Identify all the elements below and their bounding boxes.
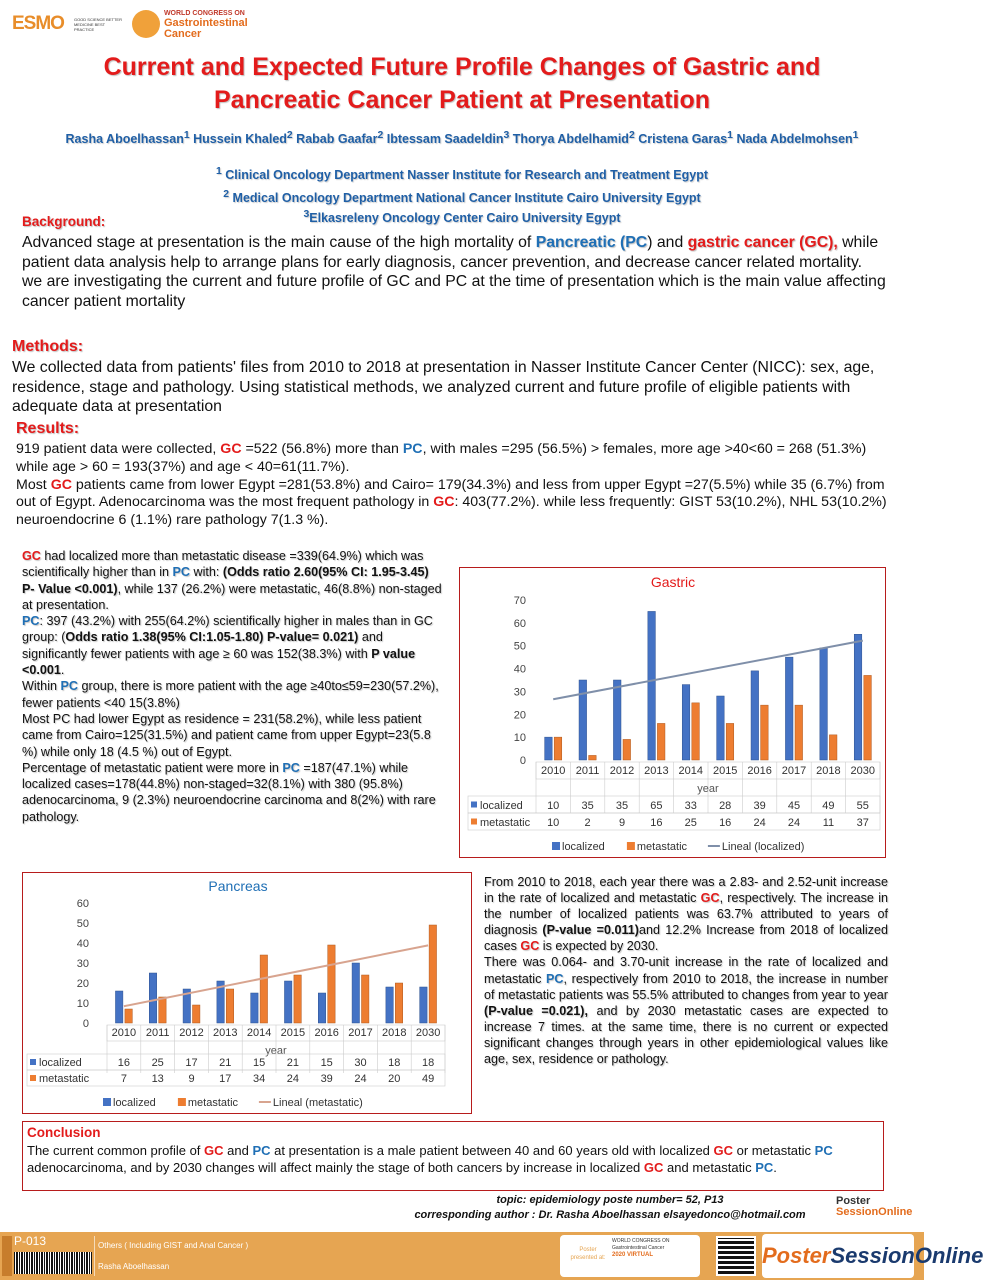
table-value: 10 <box>547 817 560 829</box>
bg-p1-run-3: gastric cancer (GC), <box>687 234 838 251</box>
rc-p2-run-3: (P-value =0.021), <box>484 1003 588 1018</box>
lc-p1-run-1: had localized more than metastatic disease =339(64.9%) which was scientifically higher than in <box>22 549 424 580</box>
x-tick-label: 2011 <box>145 1027 170 1039</box>
concl-text-run-10: and metastatic <box>663 1160 756 1175</box>
table-value: 16 <box>650 817 663 829</box>
x-tick-label: 2030 <box>850 765 876 777</box>
x-tick-label: 2018 <box>816 765 841 777</box>
concl-text-run-1: GC <box>204 1142 224 1158</box>
concl-text-run-2: and <box>223 1142 253 1158</box>
bar-metastatic <box>226 989 233 1023</box>
bar-localized <box>420 987 427 1023</box>
header-logos <box>12 6 248 42</box>
table-value: 45 <box>787 800 801 812</box>
bar-localized <box>751 671 759 760</box>
y-tick-label: 60 <box>513 617 526 630</box>
methods-text: We collected data from patients' files from 2010 to 2018 at presentation in Nasser Institute Cancer Center (NICC): sex, age, residence, stage and pathology. Using statistical methods, we analyzed current and future profile of eligible patients with adequate data at presentation <box>12 359 875 416</box>
background-text <box>22 233 906 311</box>
res-p2-run-1: GC <box>50 476 76 493</box>
rc-p2-run-1: PC <box>546 971 564 986</box>
rc-p2-run-0: There was 0.064- and 3.70-unit increase in the rate of localized and metastatic <box>484 955 888 986</box>
rc-p1-run-5: GC <box>520 939 540 954</box>
poster-title <box>20 51 904 117</box>
bar-localized <box>251 993 258 1023</box>
table-value: 28 <box>719 800 732 812</box>
lc-p3-run-2: group, there is more patient with the age ≥40to≤59=230(57.2%), fewer patients <40 15(3.8%) <box>22 679 439 710</box>
table-value: 37 <box>856 817 869 829</box>
table-value: 15 <box>320 1057 333 1069</box>
table-legend-swatch <box>30 1059 36 1065</box>
table-series-name: metastatic <box>39 1073 90 1085</box>
right-p1 <box>484 874 888 954</box>
trend-analysis-text <box>484 874 888 1067</box>
table-value: 10 <box>547 800 560 812</box>
x-tick-label: 2013 <box>213 1027 238 1039</box>
bar-localized <box>785 657 793 760</box>
bar-metastatic <box>125 1009 132 1023</box>
bar-localized <box>318 993 325 1023</box>
footer-divider <box>94 1236 95 1276</box>
legend-swatch <box>552 842 560 850</box>
lc-p5-run-1: PC <box>282 760 300 775</box>
author-sup: 2 <box>286 130 293 141</box>
bar-localized <box>854 634 862 760</box>
affiliation-3: $^3$Elkasreleny Oncology Center Cairo University Egypt <box>303 209 621 226</box>
footer-side-strip <box>2 1236 12 1276</box>
x-tick-label: 2012 <box>609 765 635 777</box>
res-p2-run-2: patients came from lower Egypt =281(53.8%) and Cairo= 179(34.3%) and less from upper Egypt =27(5.5%) while 35 (6.7%) from out of Egypt. Adenocarcinoma was the most frequent pathology in <box>16 476 885 511</box>
table-value: 18 <box>421 1057 435 1069</box>
bar-localized <box>613 680 621 760</box>
x-tick-label: 2014 <box>246 1027 272 1039</box>
table-value: 30 <box>354 1057 367 1069</box>
gastric-chart <box>459 567 886 858</box>
res-p2-run-0: Most <box>16 476 51 493</box>
table-value: 16 <box>117 1057 131 1069</box>
left-p3 <box>22 678 442 711</box>
author-name: Rasha Aboelhassan <box>65 132 184 147</box>
bar-metastatic <box>554 737 562 760</box>
congress-name2: Cancer <box>163 27 202 40</box>
lc-p2-run-3: and significantly fewer patients with age ≥ 60 was 152(38.3%) with <box>22 630 383 661</box>
results-p2 <box>16 477 896 530</box>
lc-p1-run-0: GC <box>22 549 41 563</box>
y-tick-label: 10 <box>76 998 89 1010</box>
y-tick-label: 40 <box>513 663 526 676</box>
presented-at-label: Poster presented at: <box>570 1247 606 1261</box>
table-value: 18 <box>388 1057 401 1069</box>
title-line-1: Current and Expected Future Profile Changes of Gastric and <box>103 53 821 81</box>
trendline <box>553 641 863 700</box>
conclusion-text <box>27 1142 879 1177</box>
bar-metastatic <box>864 675 872 760</box>
concl-text-run-7: PC <box>814 1142 833 1158</box>
lc-p2-run-4: P value <0.001 <box>22 646 416 678</box>
conclusion-heading: Conclusion <box>27 1125 101 1140</box>
trendline <box>124 945 428 1006</box>
bg-p1-run-0: Advanced stage at presentation is the main cause of the high mortality of <box>22 234 536 251</box>
lc-p2-run-0: PC <box>22 614 40 629</box>
y-tick-label: 60 <box>76 898 89 910</box>
y-tick-label: 0 <box>519 755 526 767</box>
left-p2 <box>22 613 442 678</box>
res-p1-run-0: 919 patient data were collected, <box>16 441 221 457</box>
bar-metastatic <box>260 955 267 1023</box>
x-tick-label: 2030 <box>415 1027 441 1039</box>
bg-p1-run-2: ) and <box>647 234 688 251</box>
poster-category: Others ( Including GIST and Anal Cancer ) <box>98 1241 249 1250</box>
table-value: 20 <box>388 1073 401 1085</box>
bar-localized <box>579 680 587 760</box>
topic-info <box>400 1193 820 1223</box>
table-value: 17 <box>219 1073 232 1085</box>
results-p1 <box>16 441 896 477</box>
author-sup: 2 <box>377 130 384 141</box>
table-value: 15 <box>252 1057 266 1069</box>
bar-metastatic <box>294 975 301 1023</box>
pancreas-chart <box>22 872 472 1114</box>
concl-text-run-4: at presentation is a male patient between 40 and 60 years old with localized <box>270 1142 714 1158</box>
rc-p1-run-2: , respectively. The increase in the number of localized patients was 63.7% attributed to years of diagnosis <box>484 891 888 938</box>
results-text <box>16 441 896 530</box>
table-value: 11 <box>822 817 835 829</box>
x-tick-label: 2015 <box>280 1027 306 1039</box>
table-legend-swatch <box>30 1075 36 1081</box>
results-heading: Results: <box>16 420 80 437</box>
table-value: 35 <box>615 800 629 812</box>
legend-label: Lineal (localized) <box>721 841 805 853</box>
table-value: 9 <box>188 1073 195 1085</box>
author-sup: 2 <box>628 130 635 141</box>
table-series-name: localized <box>39 1057 82 1069</box>
congress-name: Gastrointestinal <box>163 16 248 29</box>
y-tick-label: 70 <box>513 595 526 607</box>
author-sup: 3 <box>503 130 510 141</box>
author-sup: 1 <box>852 130 859 141</box>
bar-localized <box>386 987 393 1023</box>
table-row <box>27 1070 445 1086</box>
author-name: Hussein Khaled <box>189 132 287 147</box>
legend-label: localized <box>562 841 605 853</box>
legend-swatch <box>627 842 635 850</box>
lc-p1-run-4: (Odds ratio 2.60(95% CI: 1.95-3.45) P- Value <0.001) <box>22 565 429 596</box>
lc-p3-run-1: PC <box>60 679 78 694</box>
rc-p1-run-0: From 2010 to 2018, each year there was a 2.83- and 2.52-unit increase in the rate of localized and metastatic <box>484 875 888 906</box>
corresponding-author: corresponding author : Dr. Rasha Aboelhassan elsayedonco@hotmail.com <box>414 1209 806 1221</box>
author-name: Ibtessam Saadeldin <box>383 132 504 147</box>
congress-logo-icon <box>132 10 160 38</box>
lc-p1-run-2: PC <box>172 565 191 580</box>
table-value: 34 <box>252 1073 266 1085</box>
table-value: 24 <box>354 1073 367 1085</box>
right-p2 <box>484 954 888 1067</box>
bar-metastatic <box>589 755 597 760</box>
affiliation-2: $^2$ Medical Oncology Department National Cancer Institute Cairo University Egypt <box>223 189 701 206</box>
lc-p2-run-2: Odds ratio 1.38(95% CI:1.05-1.80) P-value= 0.021) <box>65 630 359 645</box>
conclusion-box <box>22 1121 884 1191</box>
bar-metastatic <box>829 735 837 760</box>
rc-p2-run-2: , respectively from 2010 to 2018, the increase in number of metastatic patients was 55.5% attributed to changes from year to year <box>484 971 888 1002</box>
x-tick-label: 2013 <box>644 765 669 777</box>
presented-at-congress: WORLD CONGRESS ON Gastrointestinal Cancer 2020 VIRTUAL <box>612 1238 670 1258</box>
author-sup: 1 <box>183 130 190 141</box>
x-tick-label: 2010 <box>540 765 566 777</box>
poster-author: Rasha Aboelhassan <box>98 1262 170 1271</box>
title-line-2: Pancreatic Cancer Patient at Presentation <box>213 86 711 114</box>
concl-text-run-12: . <box>773 1160 777 1175</box>
table-value: 55 <box>856 800 869 812</box>
x-tick-label: 2017 <box>781 765 807 777</box>
y-tick-label: 10 <box>513 732 526 745</box>
bg-p1-run-1: Pancreatic (PC <box>535 234 648 251</box>
bar-localized <box>682 685 690 760</box>
bar-localized <box>352 963 359 1023</box>
legend-label: localized <box>113 1097 156 1109</box>
author-name: Rabab Gaafar <box>292 132 378 147</box>
y-tick-label: 30 <box>513 686 526 699</box>
table-value: 21 <box>286 1057 300 1069</box>
table-value: 13 <box>151 1073 164 1085</box>
x-tick-label: 2010 <box>111 1027 137 1039</box>
rc-p1-run-6: is expected by 2030. <box>539 939 659 954</box>
barcode-icon <box>14 1252 92 1274</box>
legend-label: metastatic <box>636 841 688 853</box>
res-p1-run-2: =522 (56.8%) more than <box>241 441 403 457</box>
bg-p1-run-4: while patient data analysis help to arrange plans for early diagnosis, cancer prevention, and decrease cancer related mortality. <box>22 234 879 271</box>
bar-metastatic <box>657 723 665 760</box>
table-row <box>27 1054 445 1070</box>
lc-p2-run-5: . <box>60 663 65 678</box>
table-legend-swatch <box>471 819 477 825</box>
table-legend-swatch <box>471 802 477 808</box>
table-value: 49 <box>421 1073 435 1085</box>
x-tick-label: 2015 <box>712 765 738 777</box>
affiliation-1: $^1$ Clinical Oncology Department Nasser Institute for Research and Treatment Egypt <box>215 166 709 183</box>
lc-p5-run-0: Percentage of metastatic patient were more in <box>22 760 283 775</box>
table-value: 39 <box>320 1073 333 1085</box>
bar-localized <box>149 973 156 1023</box>
bar-metastatic <box>429 925 436 1023</box>
bar-localized <box>717 696 725 760</box>
poster-code: P-013 <box>14 1234 47 1248</box>
topic-line: topic: epidemiology poste number= 52, P13 <box>496 1194 724 1206</box>
x-tick-label: 2016 <box>314 1027 339 1039</box>
table-value: 25 <box>684 817 697 829</box>
x-tick-label: 2017 <box>348 1027 373 1039</box>
concl-text-run-3: PC <box>252 1142 271 1158</box>
table-row <box>468 796 880 813</box>
left-p1 <box>22 548 442 613</box>
rc-p2-run-4: and by 2030 metastatic cases are expected to increase 7 times. at the same time, there is no current or expected significant changes through years in other epidemiological values like age, sex, residence or pathology. <box>484 1003 888 1067</box>
bar-localized <box>284 981 291 1023</box>
concl-text-run-8: adenocarcinoma, and by 2030 changes will affect mainly the stage of both cancers by increase in localized <box>27 1160 644 1175</box>
x-tick-label: 2012 <box>179 1027 204 1039</box>
bar-metastatic <box>193 1005 200 1023</box>
y-tick-label: 30 <box>76 958 89 970</box>
table-value: 35 <box>581 800 594 812</box>
lc-p1-run-3: with: <box>190 565 223 580</box>
x-tick-label: 2016 <box>747 765 772 777</box>
chart-title: Gastric <box>650 574 696 590</box>
congress-small: WORLD CONGRESS ON <box>163 9 245 17</box>
y-tick-label: 50 <box>76 918 89 930</box>
x-tick-label: 2011 <box>575 765 600 777</box>
chart-pancreas-svg <box>23 873 471 1113</box>
table-value: 16 <box>719 817 732 829</box>
bar-metastatic <box>328 945 335 1023</box>
concl-text-run-5: GC <box>713 1142 734 1158</box>
x-axis-label: year <box>265 1045 287 1057</box>
table-value: 24 <box>787 817 801 829</box>
res-p2-run-3: GC <box>433 494 455 511</box>
bar-metastatic <box>795 705 803 760</box>
table-value: 24 <box>753 817 766 829</box>
x-axis-label: year <box>697 783 719 795</box>
chart-gastric-svg <box>460 568 885 857</box>
left-p5 <box>22 760 442 825</box>
chart-title: Pancreas <box>208 878 268 894</box>
bar-metastatic <box>159 997 166 1023</box>
bar-localized <box>545 737 553 760</box>
lc-p1-run-5: , while 137 (26.2%) were metastatic, 46(8.8%) non-staged at presentation. <box>22 581 442 612</box>
background-p2: we are investigating the current and future profile of GC and PC at the time of presentation which is the main value affecting cancer patient mortality <box>22 273 886 310</box>
rc-p1-run-1: GC <box>700 891 720 906</box>
congress-logo <box>132 9 248 40</box>
pso-logo-small: Poster SessionOnline <box>836 1195 913 1218</box>
table-value: 49 <box>822 800 835 812</box>
table-series-name: metastatic <box>480 817 531 829</box>
bar-metastatic <box>726 723 734 760</box>
author-sup: 1 <box>727 130 733 141</box>
left-p4: Most PC had lower Egypt as residence = 231(58.2%), while less patient came from Cairo=125(31.5%) and patient came from upper Egypt=23(5.8 %) while only 18 (4.5 %) out of Egypt. <box>22 711 431 759</box>
bar-localized <box>648 611 656 760</box>
legend-swatch <box>103 1098 111 1106</box>
rc-p1-run-3: (P-value =0.011) <box>542 923 639 938</box>
concl-text-run-9: GC <box>643 1160 664 1175</box>
table-value: 65 <box>650 800 663 812</box>
table-value: 2 <box>584 817 591 829</box>
table-value: 21 <box>219 1057 232 1069</box>
y-tick-label: 0 <box>82 1018 89 1030</box>
table-value: 24 <box>286 1073 300 1085</box>
author-name: Cristena Garas <box>634 132 728 147</box>
y-tick-label: 20 <box>76 978 89 990</box>
concl-text-run-11: PC <box>755 1160 774 1175</box>
lc-p3-run-0: Within <box>22 679 61 694</box>
esmo-tagline: GOOD SCIENCE BETTER MEDICINE BEST PRACTICE <box>73 16 122 32</box>
background-heading: Background: <box>22 214 106 229</box>
y-tick-label: 40 <box>76 938 89 950</box>
res-p2-run-4: : 403(77.2%). while less frequently: GIST 53(10.2%), NHL 53(10.2%) neuroendocrine 6 (1.1%) rare pathology 7(1.3 %). <box>16 494 887 529</box>
table-value: 33 <box>684 800 697 812</box>
concl-text-run-6: or metastatic <box>733 1142 815 1158</box>
table-series-name: localized <box>480 800 523 812</box>
x-tick-label: 2014 <box>678 765 704 777</box>
bar-localized <box>115 991 122 1023</box>
bar-metastatic <box>692 703 700 760</box>
bar-metastatic <box>623 739 631 760</box>
rc-p1-run-4: and 12.2% Increase from 2018 of localized cases <box>484 923 888 954</box>
authors <box>60 127 864 148</box>
concl-text-run-0: The current common profile of <box>27 1142 205 1158</box>
table-value: 17 <box>185 1057 198 1069</box>
author-name: Thorya Abdelhamid <box>509 132 629 147</box>
esmo-logo: ESMO <box>12 13 64 34</box>
background-p1 <box>22 234 878 271</box>
author-name: Nada Abdelmohsen <box>732 132 853 147</box>
res-p1-run-1: GC <box>220 441 242 457</box>
table-value: 39 <box>753 800 766 812</box>
y-tick-label: 50 <box>513 640 526 653</box>
legend-label: Lineal (metastatic) <box>272 1097 363 1109</box>
res-p1-run-4: , with males =295 (56.5%) > females, more age >40<60 = 268 (51.3%) while age > 60 = 193(37%) and age < 40=61(11.7%). <box>16 441 867 475</box>
lc-p2-run-1: : 397 (43.2%) with 255(64.2%) scientifically higher in males than in GC group: ( <box>22 614 433 645</box>
table-value: 9 <box>618 817 626 829</box>
table-value: 25 <box>151 1057 164 1069</box>
gc-pc-comparison-text <box>22 548 442 825</box>
bar-metastatic <box>362 975 369 1023</box>
qr-code-icon[interactable] <box>716 1236 756 1276</box>
poster-session-online-logo[interactable]: PosterSessionOnline <box>762 1234 914 1278</box>
lc-p5-run-2: =187(47.1%) while localized cases=178(44.8%) non-staged=32(8.1%) with 380 (95.8%) adenocarcinoma, 9 (2.3%) neuroendocrine carcinoma and 8(2%) with rare pathology. <box>22 760 436 824</box>
bar-metastatic <box>395 983 402 1023</box>
legend-swatch <box>178 1098 186 1106</box>
bar-localized <box>820 648 828 760</box>
table-value: 7 <box>120 1073 127 1085</box>
x-tick-label: 2018 <box>382 1027 407 1039</box>
bar-metastatic <box>761 705 769 760</box>
methods-heading: Methods: <box>12 338 84 355</box>
y-tick-label: 20 <box>513 709 526 722</box>
res-p1-run-3: PC <box>402 441 423 457</box>
legend-label: metastatic <box>187 1097 239 1109</box>
